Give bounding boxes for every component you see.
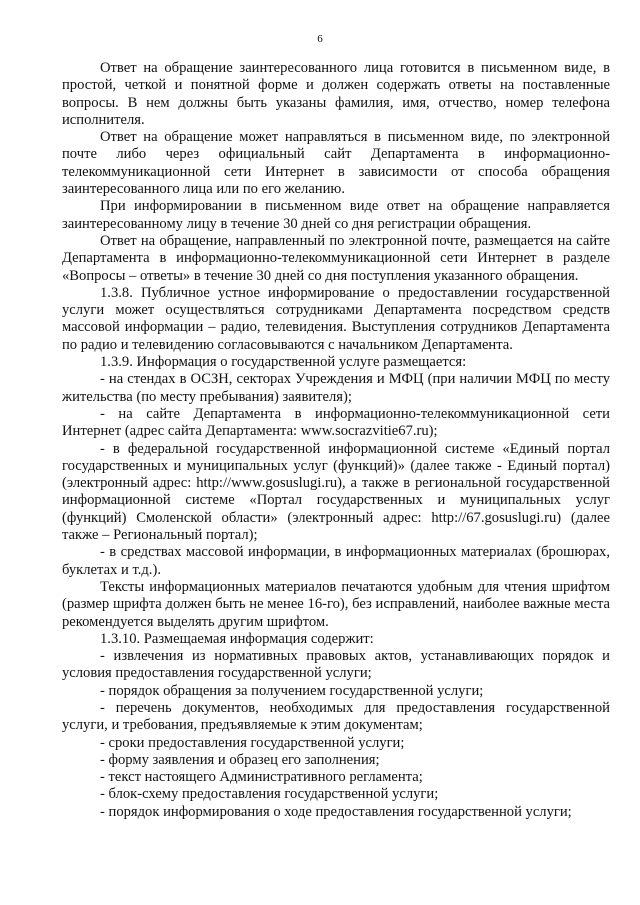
paragraph-1-3-9: 1.3.9. Информация о государственной услуге размещается: bbox=[100, 354, 467, 371]
list-item-documents-list: - перечень документов, необходимых для предоставления государственной услуги, и требования, предъявляемые к этим документам; bbox=[62, 699, 610, 734]
paragraph-1-3-8: 1.3.8. Публичное устное информирование о предоставлении государственной услуги может осуществляться сотрудниками Департамента посредством средств массовой информации – радио, телевидения. Выступления сотрудников Департамента по радио и телевидению согласовываются с начальником Департамента. bbox=[62, 284, 610, 353]
list-item-flowchart: - блок-схему предоставления государственной услуги; bbox=[100, 786, 439, 803]
list-item-media: - в средствах массовой информации, в информационных материалах (брошюрах, буклетах и т.д.). bbox=[62, 544, 610, 578]
paragraph-font-requirements: Тексты информационных материалов печатаются удобным для чтения шрифтом (размер шрифта должен быть не менее 16-го), без исправлений, наиболее важные места рекомендуется выделять другим шрифтом. bbox=[62, 578, 610, 630]
list-item-deadlines: - сроки предоставления государственной услуги; bbox=[100, 734, 405, 751]
list-item-application-form: - форму заявления и образец его заполнения; bbox=[100, 751, 380, 768]
paragraph-email-answer: Ответ на обращение, направленный по электронной почте, размещается на сайте Департамента в информационно-телекоммуникационной сети Интернет в разделе «Вопросы – ответы» в течение 30 дней со дня поступления указанного обращения. bbox=[62, 232, 610, 284]
paragraph-written-deadline: При информировании в письменном виде ответ на обращение направляется заинтересованному лицу в течение 30 дней со дня регистрации обращения. bbox=[62, 198, 610, 232]
list-item-application-procedure: - порядок обращения за получением государственной услуги; bbox=[100, 682, 484, 699]
paragraph-answer-delivery: Ответ на обращение может направляться в письменном виде, по электронной почте либо через официальный сайт Департамента в информационно-телекоммуникационной сети Интернет в зависимости от способа обращения заинтересованного лица или по его желанию. bbox=[62, 129, 610, 198]
paragraph-written-answer: Ответ на обращение заинтересованного лица готовится в письменном виде, в простой, четкой и понятной форме и должен содержать ответы на поставленные вопросы. В нем должны быть указаны фамилия, имя, отчество, номер телефона исполнителя. bbox=[62, 60, 610, 128]
list-item-regulation-text: - текст настоящего Административного регламента; bbox=[100, 769, 423, 786]
list-item-progress-info: - порядок информирования о ходе предоставления государственной услуги; bbox=[100, 803, 572, 820]
list-item-stands: - на стендах в ОСЗН, секторах Учреждения и МФЦ (при наличии МФЦ по месту жительства (по месту пребывания) заявителя); bbox=[62, 371, 610, 405]
list-item-portals: - в федеральной государственной информационной системе «Единый портал государственных и муниципальных услуг (функций)» (далее также - Единый портал) (электронный адрес: http://www.gosuslugi.ru), а также в региональной государственной информационной системе «Портал государственных и муниципальных услуг (функций) Смоленской области» (электронный адрес: http://67.gosuslugi.ru) (далее также – Региональный портал); bbox=[62, 440, 610, 544]
page-number: 6 bbox=[317, 33, 323, 45]
list-item-website: - на сайте Департамента в информационно-телекоммуникационной сети Интернет (адрес сайта Департамента: www.socrazvitie67.ru); bbox=[62, 405, 610, 440]
document-body bbox=[62, 60, 610, 821]
paragraph-1-3-10: 1.3.10. Размещаемая информация содержит: bbox=[100, 630, 374, 647]
list-item-legal-extracts: - извлечения из нормативных правовых актов, устанавливающих порядок и условия предоставления государственной услуги; bbox=[62, 648, 610, 682]
